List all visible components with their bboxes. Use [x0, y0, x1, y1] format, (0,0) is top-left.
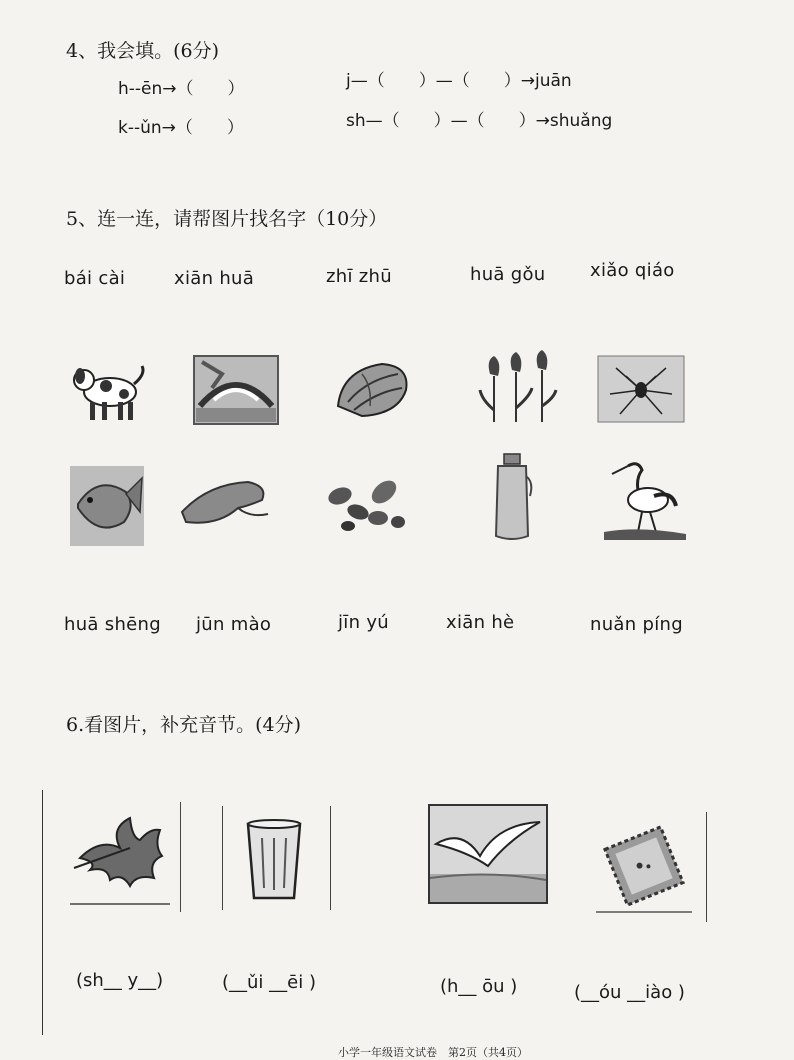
- cup-frame-left: [222, 806, 223, 910]
- cabbage-picture: [332, 356, 414, 422]
- q6-blank-2: (__ǔi __ēi ): [222, 972, 316, 993]
- q5-bottom-word-3: jīn yú: [338, 612, 389, 633]
- page-edge-line: [42, 790, 43, 1035]
- q6-blank-1: (sh__ y__): [76, 970, 164, 991]
- q5-top-word-3: zhī zhū: [326, 266, 392, 287]
- cup-picture: [244, 818, 304, 902]
- q5-top-word-4: huā gǒu: [470, 264, 546, 285]
- q5-bottom-word-5: nuǎn píng: [590, 614, 683, 635]
- thermos-picture: [490, 452, 534, 542]
- peanuts-picture: [322, 472, 408, 536]
- q5-bottom-word-2: jūn mào: [196, 614, 272, 635]
- q5-top-word-1: bái cài: [64, 268, 126, 289]
- q6-blank-3: (h__ ōu ): [440, 976, 518, 997]
- q6-blank-4: (__óu __iào ): [574, 982, 685, 1003]
- dog-picture: [66, 352, 150, 424]
- q4-item-4: sh—（ ）—（ ）→shuǎng: [346, 111, 613, 131]
- q4-item-2: j—（ ）—（ ）→juān: [346, 71, 572, 91]
- q4-item-3: k--ǔn→（ ）: [118, 118, 244, 138]
- spider-picture: [596, 354, 686, 424]
- page-footer: 小学一年级语文试卷 第2页（共4页）: [338, 1046, 528, 1059]
- crane-picture: [598, 456, 690, 542]
- stamp-picture: [596, 818, 692, 914]
- q5-bottom-word-4: xiān hè: [446, 612, 515, 633]
- q5-bottom-word-1: huā shēng: [64, 614, 161, 635]
- q5-top-word-2: xiān huā: [174, 268, 255, 289]
- leaves-picture: [70, 808, 170, 908]
- flowers-picture: [476, 350, 560, 424]
- question-4-title: 4、我会填。(6分): [66, 40, 220, 62]
- cap-picture: [178, 474, 270, 534]
- cup-frame-right: [320, 806, 331, 910]
- stamp-frame: [696, 812, 707, 922]
- fish-picture: [68, 464, 146, 548]
- seagull-picture: [428, 804, 548, 904]
- q4-item-1: h--ēn→（ ）: [118, 79, 245, 99]
- leaves-frame: [170, 802, 181, 912]
- question-6-title: 6.看图片，补充音节。(4分): [66, 714, 302, 736]
- bridge-picture: [192, 354, 280, 426]
- q5-top-word-5: xiǎo qiáo: [590, 260, 675, 281]
- question-5-title: 5、连一连，请帮图片找名字（10分）: [66, 208, 388, 230]
